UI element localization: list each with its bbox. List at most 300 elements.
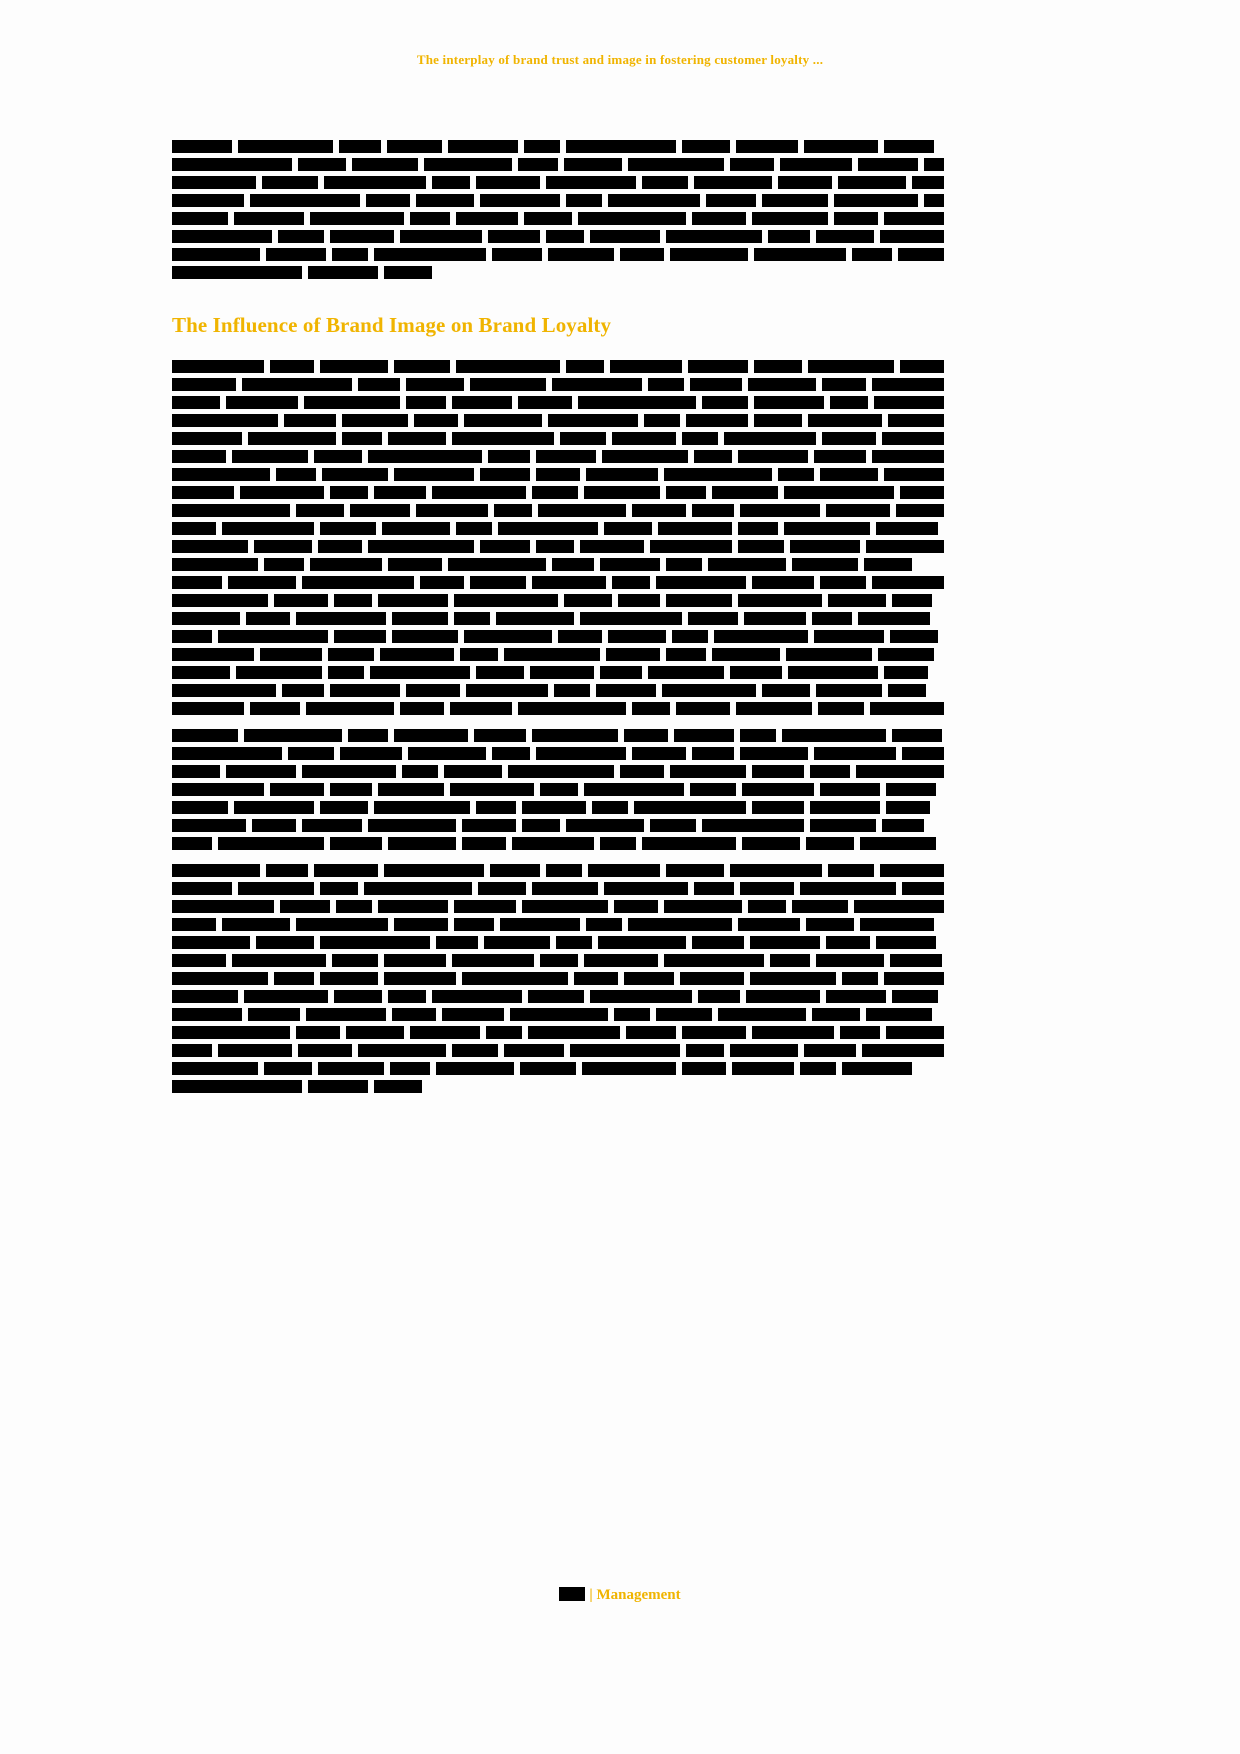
redacted-word xyxy=(454,594,558,607)
redacted-word xyxy=(532,576,606,589)
redacted-word xyxy=(548,414,638,427)
redacted-text-line xyxy=(172,432,944,445)
redacted-word xyxy=(874,396,944,409)
redacted-word xyxy=(234,212,304,225)
redacted-word xyxy=(666,230,762,243)
redacted-word xyxy=(586,918,622,931)
redacted-text-line xyxy=(172,468,944,481)
redacted-word xyxy=(470,378,546,391)
redacted-text-line xyxy=(172,864,944,877)
redacted-word xyxy=(586,468,658,481)
redacted-word xyxy=(816,684,882,697)
redacted-word xyxy=(244,729,342,742)
redacted-word xyxy=(308,1080,368,1093)
redacted-word xyxy=(854,900,944,913)
redacted-word xyxy=(842,972,878,985)
redacted-word xyxy=(596,684,656,697)
redacted-word xyxy=(724,432,816,445)
redacted-word xyxy=(866,1008,932,1021)
redacted-word xyxy=(248,432,336,445)
redacted-word xyxy=(786,648,872,661)
redacted-text-line xyxy=(172,837,944,850)
redacted-word xyxy=(172,266,302,279)
redacted-word xyxy=(822,432,876,445)
redacted-word xyxy=(666,864,724,877)
redacted-word xyxy=(826,990,886,1003)
redacted-word xyxy=(172,918,216,931)
redacted-word xyxy=(232,954,326,967)
redacted-word xyxy=(806,837,854,850)
redacted-text-line xyxy=(172,801,944,814)
redacted-word xyxy=(494,504,532,517)
redacted-word xyxy=(566,360,604,373)
redacted-word xyxy=(688,612,738,625)
redacted-word xyxy=(694,450,732,463)
redacted-word xyxy=(172,837,212,850)
redacted-word xyxy=(898,248,944,261)
redacted-word xyxy=(480,468,530,481)
redacted-text-line xyxy=(172,1080,944,1093)
redacted-word xyxy=(384,266,432,279)
redacted-word xyxy=(374,248,486,261)
redacted-word xyxy=(664,900,742,913)
redacted-word xyxy=(480,194,560,207)
redacted-word xyxy=(632,747,686,760)
redacted-word xyxy=(388,837,456,850)
redacted-word xyxy=(816,954,884,967)
redacted-text-line xyxy=(172,819,944,832)
redacted-word xyxy=(872,378,944,391)
redacted-word xyxy=(256,936,314,949)
redacted-word xyxy=(270,783,324,796)
redacted-word xyxy=(456,522,492,535)
redacted-word xyxy=(574,972,618,985)
redacted-word xyxy=(504,1044,564,1057)
redacted-word xyxy=(448,140,518,153)
redacted-word xyxy=(276,468,316,481)
redacted-word xyxy=(578,396,696,409)
redacted-word xyxy=(378,900,448,913)
redacted-word xyxy=(752,212,828,225)
redacted-word xyxy=(788,666,878,679)
redacted-word xyxy=(628,918,732,931)
redacted-text-line xyxy=(172,612,944,625)
redacted-word xyxy=(392,630,458,643)
redacted-word xyxy=(634,801,746,814)
redacted-word xyxy=(302,819,362,832)
redacted-word xyxy=(172,882,232,895)
redacted-word xyxy=(750,972,836,985)
redacted-word xyxy=(830,396,868,409)
redacted-word xyxy=(280,900,330,913)
redacted-word xyxy=(892,990,938,1003)
redacted-word xyxy=(842,1062,912,1075)
redacted-text-line xyxy=(172,666,944,679)
redacted-word xyxy=(712,648,780,661)
redacted-word xyxy=(172,666,230,679)
redacted-word xyxy=(532,486,578,499)
redacted-text-line xyxy=(172,882,944,895)
redacted-word xyxy=(266,248,326,261)
redacted-word xyxy=(712,486,778,499)
redacted-word xyxy=(474,729,526,742)
redacted-word xyxy=(610,360,682,373)
redacted-word xyxy=(664,468,772,481)
redacted-word xyxy=(232,450,308,463)
redacted-word xyxy=(306,1008,386,1021)
redacted-word xyxy=(730,158,774,171)
redacted-text-line xyxy=(172,954,944,967)
redacted-word xyxy=(662,684,756,697)
redacted-text-line xyxy=(172,594,944,607)
redacted-word xyxy=(444,765,502,778)
redacted-word xyxy=(172,612,240,625)
redacted-word xyxy=(834,194,918,207)
redacted-word xyxy=(682,140,730,153)
redacted-word xyxy=(890,630,938,643)
redacted-text-line xyxy=(172,1008,944,1021)
redacted-word xyxy=(748,378,816,391)
redacted-word xyxy=(520,1062,576,1075)
redacted-word xyxy=(588,864,660,877)
redacted-word xyxy=(882,819,924,832)
redacted-text-line xyxy=(172,1044,944,1057)
redacted-word xyxy=(172,594,268,607)
redacted-word xyxy=(330,684,400,697)
redacted-text-line xyxy=(172,729,944,742)
redacted-word xyxy=(608,630,666,643)
redacted-word xyxy=(320,972,378,985)
redacted-word xyxy=(694,176,772,189)
redacted-word xyxy=(400,702,444,715)
redacted-word xyxy=(436,1062,514,1075)
redacted-word xyxy=(470,576,526,589)
redacted-word xyxy=(512,837,594,850)
redacted-word xyxy=(172,212,228,225)
redacted-word xyxy=(840,1026,880,1039)
redacted-word xyxy=(820,783,880,796)
redacted-word xyxy=(238,882,314,895)
redacted-word xyxy=(752,1026,834,1039)
redacted-word xyxy=(266,864,308,877)
redacted-word xyxy=(454,900,516,913)
redacted-word xyxy=(296,504,344,517)
redacted-word xyxy=(358,378,400,391)
redacted-word xyxy=(872,576,944,589)
redacted-word xyxy=(324,176,426,189)
redacted-word xyxy=(578,212,686,225)
redacted-word xyxy=(810,801,880,814)
redacted-word xyxy=(172,864,260,877)
redacted-word xyxy=(762,684,810,697)
redacted-word xyxy=(784,486,894,499)
redacted-word xyxy=(370,666,470,679)
redacted-word xyxy=(486,1026,522,1039)
redacted-word xyxy=(694,882,734,895)
redacted-word xyxy=(632,504,686,517)
redacted-text-line xyxy=(172,765,944,778)
redacted-word xyxy=(540,954,578,967)
redacted-word xyxy=(330,783,372,796)
redacted-word xyxy=(172,558,258,571)
redacted-text-line xyxy=(172,212,944,225)
redacted-word xyxy=(752,765,804,778)
redacted-word xyxy=(602,450,688,463)
running-head: The interplay of brand trust and image in fostering customer loyalty ... xyxy=(416,52,824,67)
redacted-word xyxy=(392,1008,436,1021)
redacted-word xyxy=(172,450,226,463)
redacted-word xyxy=(172,194,244,207)
redacted-word xyxy=(250,194,360,207)
redacted-word xyxy=(686,1044,724,1057)
redacted-text-line xyxy=(172,378,944,391)
redacted-word xyxy=(462,819,516,832)
redacted-word xyxy=(390,1062,430,1075)
redacted-word xyxy=(876,936,936,949)
redacted-word xyxy=(600,837,636,850)
redacted-word xyxy=(584,954,658,967)
redacted-word xyxy=(172,729,238,742)
redacted-word xyxy=(172,954,226,967)
redacted-word xyxy=(464,414,542,427)
redacted-word xyxy=(528,1026,620,1039)
redacted-word xyxy=(320,801,368,814)
redacted-word xyxy=(820,576,866,589)
redacted-word xyxy=(884,666,928,679)
redacted-word xyxy=(792,558,858,571)
redacted-word xyxy=(666,486,706,499)
redacted-word xyxy=(318,1062,384,1075)
redacted-word xyxy=(218,1044,292,1057)
redacted-word xyxy=(378,594,448,607)
redacted-word xyxy=(558,630,602,643)
redacted-word xyxy=(738,450,808,463)
redacted-word xyxy=(522,819,560,832)
redacted-word xyxy=(172,684,276,697)
redacted-word xyxy=(284,414,336,427)
redacted-word xyxy=(172,900,274,913)
redacted-word xyxy=(410,212,450,225)
redacted-word xyxy=(332,248,368,261)
redacted-word xyxy=(264,558,304,571)
redacted-word xyxy=(740,729,776,742)
redacted-word xyxy=(460,648,498,661)
redacted-word xyxy=(902,882,944,895)
redacted-word xyxy=(828,864,874,877)
redacted-word xyxy=(394,468,474,481)
redacted-word xyxy=(454,918,494,931)
redacted-word xyxy=(432,176,470,189)
redacted-word xyxy=(600,666,642,679)
redacted-word xyxy=(546,230,584,243)
redacted-text-line xyxy=(172,936,944,949)
redacted-word xyxy=(670,248,748,261)
redacted-word xyxy=(172,990,238,1003)
redacted-word xyxy=(406,378,464,391)
redacted-word xyxy=(556,936,592,949)
redacted-word xyxy=(686,414,748,427)
redacted-word xyxy=(536,450,596,463)
redacted-word xyxy=(254,540,312,553)
redacted-word xyxy=(260,648,322,661)
redacted-word xyxy=(888,414,944,427)
redacted-text-line xyxy=(172,266,944,279)
redacted-word xyxy=(810,765,850,778)
redacted-word xyxy=(650,540,732,553)
redacted-word xyxy=(496,612,574,625)
redacted-word xyxy=(408,747,486,760)
paragraph-3 xyxy=(172,729,944,850)
redacted-word xyxy=(570,1044,680,1057)
redacted-text-line xyxy=(172,918,944,931)
redacted-text-line xyxy=(172,576,944,589)
redacted-word xyxy=(222,918,290,931)
redacted-word xyxy=(732,1062,794,1075)
redacted-word xyxy=(752,576,814,589)
redacted-word xyxy=(912,176,944,189)
redacted-word xyxy=(826,936,870,949)
paragraph-2 xyxy=(172,360,944,715)
redacted-word xyxy=(246,612,290,625)
redacted-word xyxy=(604,522,652,535)
redacted-word xyxy=(580,612,682,625)
redacted-word xyxy=(738,594,822,607)
redacted-word xyxy=(742,837,800,850)
redacted-word xyxy=(620,248,664,261)
redacted-word xyxy=(884,972,944,985)
redacted-word xyxy=(172,1044,212,1057)
redacted-word xyxy=(618,594,660,607)
redacted-word xyxy=(900,360,944,373)
redacted-word xyxy=(172,540,248,553)
redacted-word xyxy=(664,954,764,967)
redacted-word xyxy=(322,468,388,481)
redacted-word xyxy=(414,414,458,427)
redacted-word xyxy=(226,765,296,778)
redacted-word xyxy=(416,504,488,517)
redacted-word xyxy=(834,212,878,225)
redacted-word xyxy=(800,882,896,895)
redacted-word xyxy=(628,158,724,171)
redacted-word xyxy=(644,414,680,427)
redacted-word xyxy=(462,972,568,985)
redacted-word xyxy=(218,630,328,643)
redacted-word xyxy=(462,837,506,850)
redacted-word xyxy=(692,936,744,949)
redacted-word xyxy=(736,140,798,153)
redacted-word xyxy=(866,540,944,553)
redacted-word xyxy=(388,558,442,571)
redacted-word xyxy=(522,900,608,913)
redacted-word xyxy=(274,594,328,607)
redacted-word xyxy=(328,666,364,679)
redacted-word xyxy=(886,801,930,814)
redacted-word xyxy=(682,432,718,445)
redacted-word xyxy=(754,414,802,427)
redacted-word xyxy=(262,176,318,189)
redacted-word xyxy=(852,248,892,261)
redacted-word xyxy=(384,864,484,877)
redacted-word xyxy=(806,918,854,931)
redacted-word xyxy=(750,936,820,949)
redacted-word xyxy=(682,1062,726,1075)
redacted-word xyxy=(590,990,692,1003)
redacted-word xyxy=(706,194,756,207)
redacted-word xyxy=(172,630,212,643)
redacted-word xyxy=(740,882,794,895)
redacted-word xyxy=(172,176,256,189)
redacted-text-line xyxy=(172,558,944,571)
redacted-word xyxy=(452,954,534,967)
redacted-word xyxy=(334,630,386,643)
redacted-word xyxy=(546,176,636,189)
redacted-word xyxy=(560,432,606,445)
redacted-word xyxy=(310,558,382,571)
redacted-word xyxy=(884,468,944,481)
redacted-word xyxy=(334,990,382,1003)
redacted-word xyxy=(400,230,482,243)
redacted-word xyxy=(172,432,242,445)
redacted-word xyxy=(792,900,848,913)
redacted-word xyxy=(672,630,708,643)
redacted-word xyxy=(888,684,926,697)
redacted-word xyxy=(172,248,260,261)
redacted-word xyxy=(432,486,526,499)
redacted-word xyxy=(518,396,572,409)
redacted-word xyxy=(524,140,560,153)
redacted-word xyxy=(394,729,468,742)
redacted-word xyxy=(456,360,560,373)
redacted-word xyxy=(172,504,290,517)
redacted-word xyxy=(810,819,876,832)
redacted-word xyxy=(584,486,660,499)
redacted-word xyxy=(880,864,944,877)
redacted-text-line xyxy=(172,900,944,913)
redacted-word xyxy=(880,230,944,243)
redacted-word xyxy=(702,819,804,832)
redacted-word xyxy=(870,702,944,715)
redacted-word xyxy=(480,540,530,553)
redacted-word xyxy=(872,450,944,463)
redacted-word xyxy=(808,360,894,373)
footer-section-label: | Management xyxy=(589,1587,681,1603)
redacted-word xyxy=(892,594,932,607)
redacted-word xyxy=(504,648,600,661)
redacted-word xyxy=(778,176,832,189)
redacted-word xyxy=(244,990,328,1003)
redacted-text-line xyxy=(172,702,944,715)
redacted-word xyxy=(730,864,822,877)
redacted-word xyxy=(394,360,450,373)
redacted-word xyxy=(564,158,622,171)
section-heading: The Influence of Brand Image on Brand Loyalty xyxy=(172,313,612,337)
redacted-word xyxy=(540,783,578,796)
redacted-word xyxy=(690,783,736,796)
redacted-word xyxy=(714,630,808,643)
redacted-word xyxy=(666,594,732,607)
redacted-word xyxy=(604,882,688,895)
redacted-word xyxy=(172,360,264,373)
redacted-word xyxy=(566,194,602,207)
redacted-word xyxy=(670,765,746,778)
redacted-word xyxy=(328,648,374,661)
redacted-word xyxy=(876,522,938,535)
redacted-word xyxy=(388,990,426,1003)
redacted-word xyxy=(492,747,530,760)
redacted-word xyxy=(768,230,810,243)
redacted-word xyxy=(752,801,804,814)
redacted-word xyxy=(730,666,782,679)
